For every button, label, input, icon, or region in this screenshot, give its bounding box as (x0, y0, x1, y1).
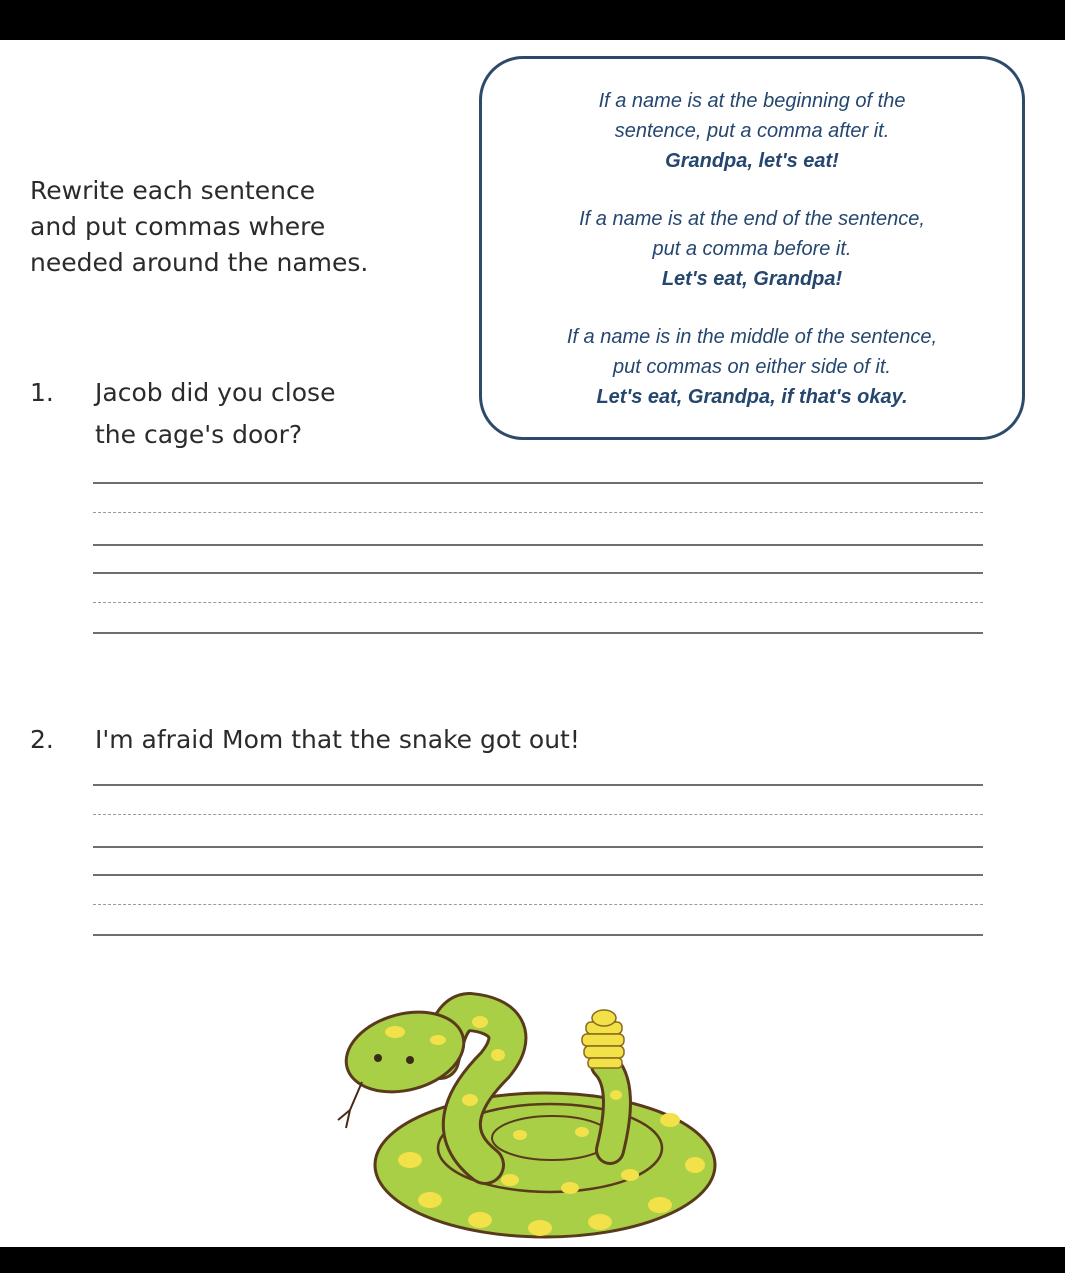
writing-midline (93, 904, 983, 905)
writing-line (93, 632, 983, 634)
snake-tongue (338, 1082, 362, 1128)
worksheet-page (0, 40, 1065, 1247)
writing-line (93, 572, 983, 574)
writing-line (93, 784, 983, 786)
rule-middle-line-2: put commas on either side of it. (613, 356, 891, 378)
writing-line (93, 874, 983, 876)
snake-rattle (582, 1010, 624, 1068)
writing-line (93, 846, 983, 848)
instructions-line-1: Rewrite each sentence (30, 176, 316, 205)
instructions-line-2: and put commas where (30, 212, 326, 241)
rule-middle-line-1: If a name is in the middle of the sentence, (566, 326, 938, 348)
rule-middle (482, 322, 1022, 412)
rule-beginning-line-1: If a name is at the beginning of the (598, 90, 906, 112)
instructions (30, 173, 470, 281)
snake-tail (605, 1065, 617, 1150)
rule-middle-example: Let's eat, Grandpa, if that's okay. (596, 386, 908, 408)
question-2-line-1: I'm afraid Mom that the snake got out! (95, 725, 580, 754)
rule-end-line-2: put a comma before it. (652, 238, 852, 260)
writing-line (93, 482, 983, 484)
comma-rules-box (479, 56, 1025, 440)
question-1-number: 1. (30, 378, 54, 407)
rule-end-example: Let's eat, Grandpa! (661, 268, 843, 290)
question-1-line-1: Jacob did you close (95, 378, 336, 407)
rule-beginning-example: Grandpa, let's eat! (665, 150, 839, 172)
rule-beginning (482, 86, 1022, 176)
writing-midline (93, 512, 983, 513)
rattlesnake-illustration (320, 960, 740, 1250)
question-2-number: 2. (30, 725, 54, 754)
rule-beginning-line-2: sentence, put a comma after it. (614, 120, 890, 142)
writing-midline (93, 602, 983, 603)
writing-line (93, 934, 983, 936)
snake-eye-left (374, 1054, 382, 1062)
question-1-line-2: the cage's door? (95, 420, 303, 449)
rule-end (482, 204, 1022, 294)
writing-line (93, 544, 983, 546)
instructions-line-3: needed around the names. (30, 248, 369, 277)
snake-eye-right (406, 1056, 414, 1064)
writing-midline (93, 814, 983, 815)
rule-end-line-1: If a name is at the end of the sentence, (579, 208, 925, 230)
